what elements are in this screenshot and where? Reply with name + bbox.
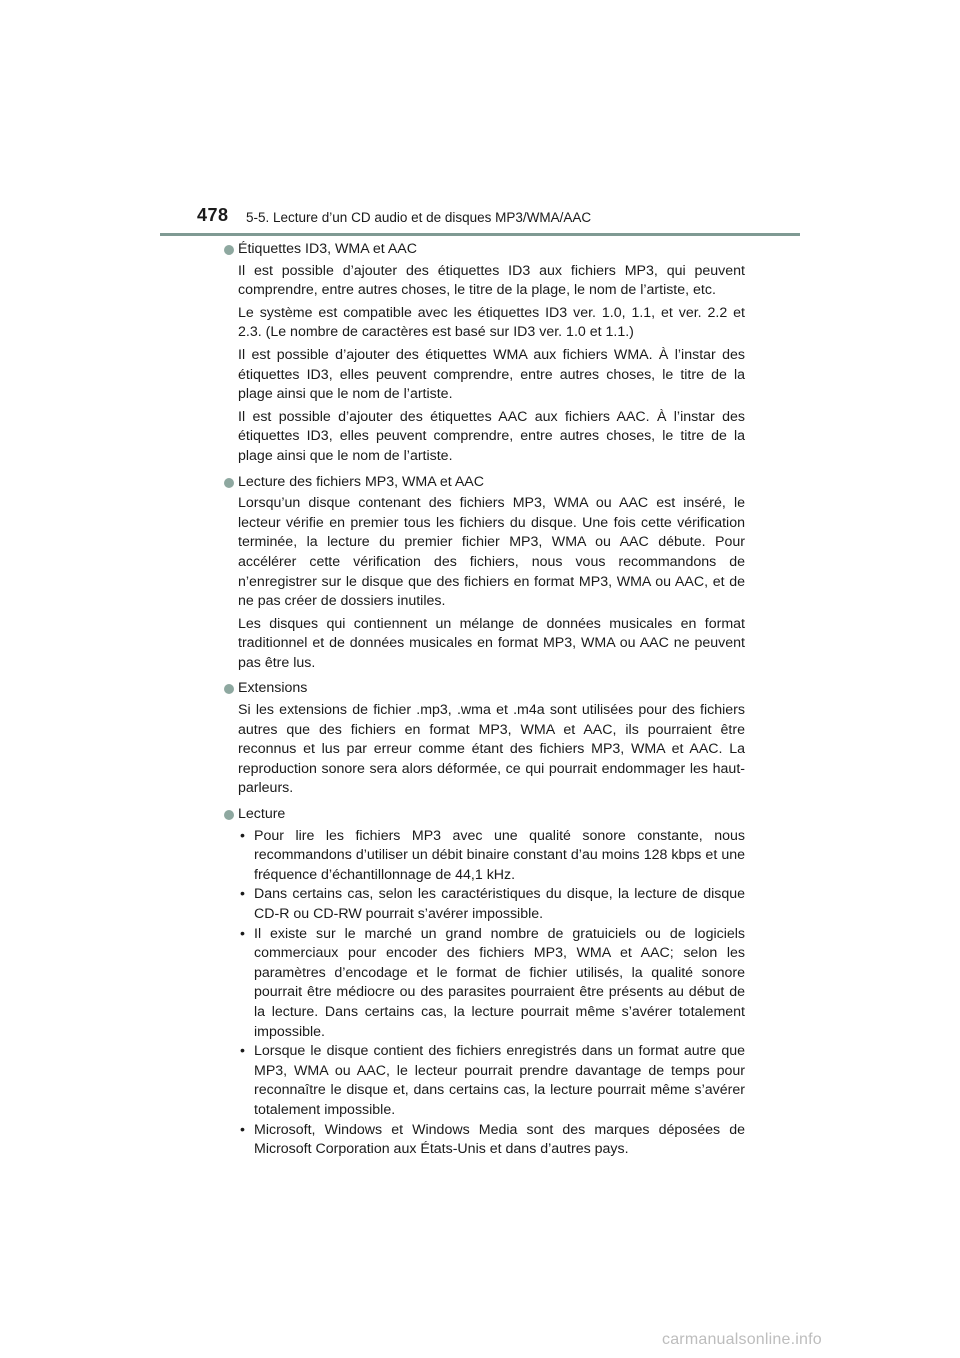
list-item-text: Dans certains cas, selon les caractéristiques du disque, la lecture de disque CD-R ou CD-RW pourrait s’avérer impossible. (254, 886, 745, 922)
section-heading (224, 240, 745, 260)
section-playback-files (224, 473, 745, 674)
paragraph: Les disques qui contiennent un mélange de données musicales en format traditionnel et de données musicales en format MP3, WMA ou AAC ne peuvent pas être lus. (238, 615, 745, 671)
paragraph: Si les extensions de fichier .mp3, .wma et .m4a sont utilisées pour des fichiers autres que des fichiers en format MP3, WMA et AAC, ils pourraient être reconnus et lus par erreur comme étant des fichiers MP3, WMA et AAC. La reproduction sonore sera alors déformée, ce qui pourrait endommager les haut-parleurs. (238, 702, 745, 797)
list-item-text: Microsoft, Windows et Windows Media sont des marques déposées de Microsoft Corporation aux États-Unis et dans d’autres pays. (254, 1121, 745, 1158)
heading-text: Lecture (238, 806, 286, 823)
bullet-dot-icon (224, 245, 234, 255)
header-rule (160, 233, 800, 236)
list-item (238, 885, 745, 924)
list-item-text: Il existe sur le marché un grand nombre de gratuiciels ou de logiciels commerciaux pour encoder des fichiers MP3, WMA et AAC; selon les paramètres d’encodage et le format de fichier utilisés, la qualité sonore pourrait être médiocre ou des parasites pourraient être présents au début de la lecture. Dans certains cas, la lecture pourrait même s’avérer totalement impossible. (254, 925, 745, 1040)
playback-list (238, 827, 745, 1160)
paragraph: Il est possible d’ajouter des étiquettes ID3 aux fichiers MP3, qui peuvent comprendre, entre autres choses, le titre de la plage, le nom de l’artiste, etc. (238, 262, 745, 299)
bullet-dot-icon (224, 684, 234, 694)
paragraph: Lorsqu’un disque contenant des fichiers MP3, WMA ou AAC est inséré, le lecteur vérifie en premier tous les fichiers du disque. Une fois cette vérification terminée, la lecture du premier fichier MP3, WMA ou AAC débute. Pour accélérer cette vérification des fichiers, nous vous recommandons de n’enregistrer sur le disque que des fichiers en format MP3, WMA ou AAC, et de ne pas créer de dossiers inutiles. (238, 495, 745, 610)
list-item (238, 925, 745, 1043)
paragraph: Il est possible d’ajouter des étiquettes AAC aux fichiers AAC. À l’instar des étiquettes ID3, elles peuvent comprendre, entre autres choses, le titre de la plage ainsi que le nom de l’artiste. (238, 408, 745, 464)
bullet-dot-icon (224, 478, 234, 488)
paragraph: Le système est compatible avec les étiquettes ID3 ver. 1.0, 1.1, et ver. 2.2 et 2.3. (Le nombre de caractères est basé sur ID3 ver. 1.0 et 1.1.) (238, 304, 745, 341)
list-item (238, 1042, 745, 1120)
page-number: 478 (197, 205, 229, 225)
watermark: carmanualsonline.info (662, 1331, 822, 1348)
list-marker: • (240, 886, 245, 903)
list-marker: • (240, 925, 245, 942)
section-playback (224, 805, 745, 1160)
list-marker: • (240, 1121, 245, 1138)
list-marker: • (240, 827, 245, 844)
page-content (224, 240, 745, 1166)
section-heading (224, 679, 745, 699)
section-heading (224, 805, 745, 825)
section-title: 5-5. Lecture d’un CD audio et de disques MP3/WMA/AAC (246, 210, 592, 225)
list-marker: • (240, 1043, 245, 1060)
heading-text: Étiquettes ID3, WMA et AAC (238, 241, 417, 257)
section-extensions (224, 679, 745, 799)
list-item-text: Lorsque le disque contient des fichiers enregistrés dans un format autre que MP3, WMA ou AAC, le lecteur pourrait prendre davantage de temps pour reconnaître le disque et, dans certains cas, la lecture pourrait même s’avérer totalement impossible. (254, 1043, 745, 1118)
heading-text: Lecture des fichiers MP3, WMA et AAC (238, 473, 485, 490)
list-item (238, 827, 745, 886)
list-item-text: Pour lire les fichiers MP3 avec une qualité sonore constante, nous recommandons d’utiliser un débit binaire constant d’au moins 128 kbps et une fréquence d’échantillonnage de 44,1 kHz. (254, 827, 745, 883)
section-id3-tags (224, 240, 745, 467)
list-item (238, 1121, 745, 1160)
heading-text: Extensions (238, 680, 308, 697)
bullet-dot-icon (224, 810, 234, 820)
section-heading (224, 473, 745, 493)
paragraph: Il est possible d’ajouter des étiquettes WMA aux fichiers WMA. À l’instar des étiquettes ID3, elles peuvent comprendre, entre autres choses, le titre de la plage ainsi que le nom de l’artiste. (238, 346, 745, 403)
